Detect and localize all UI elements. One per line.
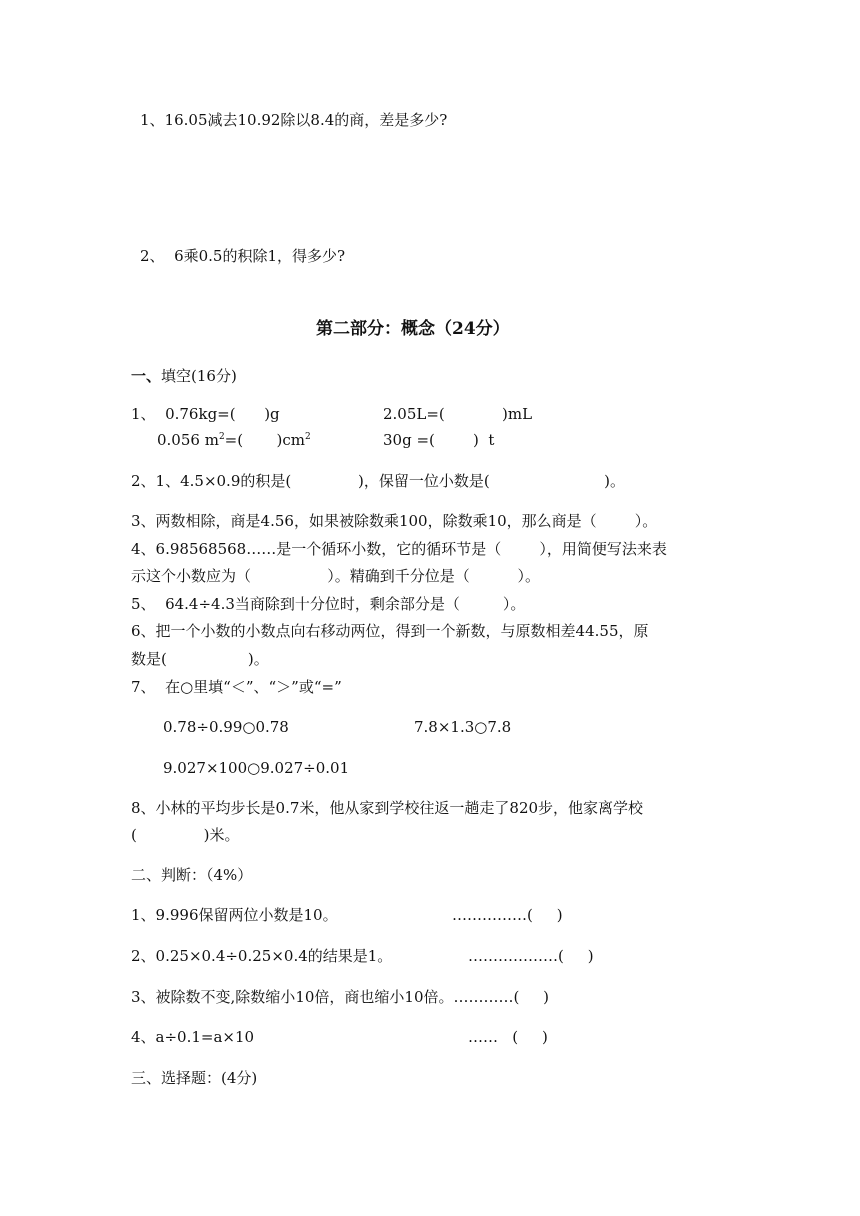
fill-q1-c-pre: 0.056 m [157,431,219,449]
fill-q8-line2: ( )米。 [131,826,240,844]
fill-heading-number: 一、 [131,367,162,385]
fill-q1-c-mid: =( )cm [224,431,305,449]
fill-q6-line2: 数是( )。 [131,650,269,668]
fill-q7: 7、 在○里填“＜”、“＞”或“=” [131,678,342,696]
fill-q5: 5、 64.4÷4.3当商除到十分位时，剩余部分是（ ）。 [131,595,526,613]
fill-heading [131,366,237,386]
judge-item-2: 2、0.25×0.4÷0.25×0.4的结果是1。 [131,947,393,965]
fill-q4-line1: 4、6.98568568……是一个循环小数，它的循环节是（ ），用简便写法来表 [131,540,667,558]
section-title: 第二部分：概念（24分） [316,319,510,339]
choice-heading: 三、选择题：(4分) [131,1069,258,1087]
fill-q4-line2: 示这个小数应为（ ）。精确到千分位是（ ）。 [131,567,540,585]
fill-q1-c-sup1: 2 [218,432,225,442]
judge-item-3: 3、被除数不变,除数缩小10倍，商也缩小10倍。…………( ) [131,988,550,1006]
fill-q7-c: 9.027×100○9.027÷0.01 [163,759,350,777]
judge-heading: 二、判断：（4%） [131,866,253,884]
question-1-text: 1、16.05减去10.92除以8.4的商，差是多少? [140,111,448,129]
question-2-text: 2、 6乘0.5的积除1，得多少? [140,247,346,265]
fill-q7-b: 7.8×1.3○7.8 [414,718,512,736]
fill-q1-c-sup2: 2 [304,432,311,442]
fill-q2: 2、1、4.5×0.9的积是( )，保留一位小数是( )。 [131,472,625,490]
fill-q1-c [157,430,311,450]
fill-q8-line1: 8、小林的平均步长是0.7米，他从家到学校往返一趟走了820步，他家离学校 [131,799,644,817]
judge-item-4-tail: …… ( ) [468,1028,548,1046]
fill-q3: 3、两数相除，商是4.56，如果被除数乘100，除数乘10，那么商是（ ）。 [131,512,658,530]
fill-q1-b: 2.05L=( )mL [383,405,533,423]
fill-q1-d: 30g =( ) t [383,431,495,449]
fill-q7-a: 0.78÷0.99○0.78 [163,718,289,736]
fill-q1-a: 1、 0.76kg=( )g [131,405,280,423]
judge-item-1-tail: ……………( ) [452,906,563,924]
fill-heading-text: 填空(16分) [161,367,237,385]
fill-q6-line1: 6、把一个小数的小数点向右移动两位，得到一个新数，与原数相差44.55，原 [131,622,649,640]
judge-item-2-tail: ………………( ) [468,947,594,965]
judge-item-1: 1、9.996保留两位小数是10。 [131,906,338,924]
judge-item-4: 4、a÷0.1=a×10 [131,1028,255,1046]
